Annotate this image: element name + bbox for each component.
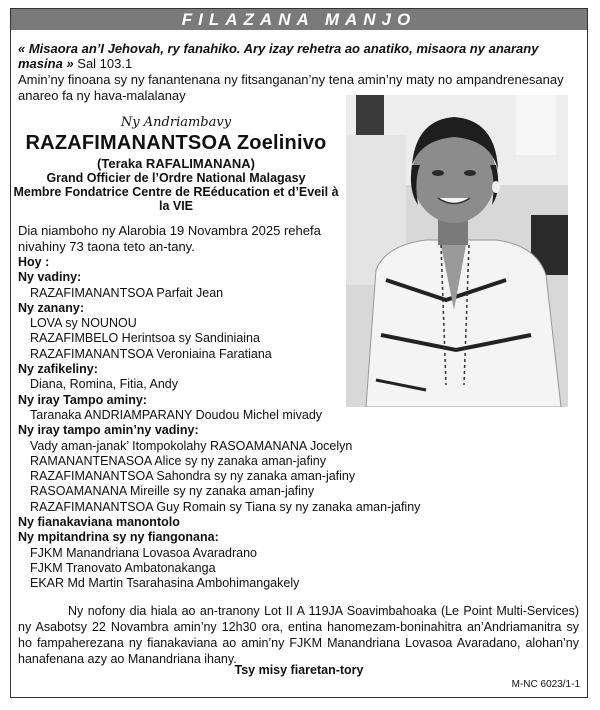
group-heading: Ny iray Tampo aminy: [18, 392, 147, 407]
group-heading: Ny zanany: [18, 300, 84, 315]
intro-text: Amin’ny finoana sy ny fanantenana ny fitsanganan’ny tena amin’ny maty no ampandrenesanay anareo fa ny hava-malalanay [18, 72, 564, 103]
family-member: RASOAMANANA Mireille sy ny zanaka aman-jafiny [30, 484, 315, 499]
group-heading: Ny mpitandrina sy ny fiangonana: [18, 530, 219, 545]
family-member: RAMANANTENASOA Alice sy ny zanaka aman-jafiny [30, 453, 326, 468]
family-member: RAZAFIMANANTSOA Guy Romain sy Tiana sy ny zanaka aman-jafiny [30, 499, 421, 514]
closing-line: Tsy misy fiaretan-tory [234, 663, 364, 677]
family-member: RAZAFIMANANTSOA Parfait Jean [30, 285, 224, 300]
deceased-block [11, 115, 341, 213]
maiden-name: (Teraka RAFALIMANANA) [97, 156, 255, 171]
funeral-details: Ny nofony dia hiala ao an-tranony Lot II A 119JA Soavimbahoaka (Le Point Multi-Services) ny Asabotsy 22 Novambra amin’ny 12h30 ora, entina hanomezam-boninahitra an’Andriamanitra sy ho fampaherezana ny fianakaviana ao amin’ny FJKM Manandriana Lovasoa Avaradano, alohan’ny hanafenana azy ao Manandriana ihany. [18, 604, 579, 666]
notice-frame [10, 8, 588, 698]
honor-title-1: Grand Officier de l’Ordre National Malagasy [46, 171, 306, 185]
group-heading: Ny zafikeliny: [18, 362, 98, 377]
honor-title-2: Membre Fondatrice Centre de REéducation et d’Eveil à la VIE [13, 185, 339, 213]
church-entry: FJKM Tranovato Ambatonakanga [30, 560, 216, 575]
notice-header: FILAZANA MANJO [11, 9, 587, 30]
deceased-name: RAZAFIMANANTSOA Zoelinivo [25, 132, 327, 154]
church-entry: FJKM Manandriana Lovasoa Avaradrano [30, 545, 257, 560]
group-heading: Ny iray tampo amin’ny vadiny: [18, 423, 199, 438]
family-list [18, 255, 578, 592]
family-member: RAZAFIMBELO Herintsoa sy Sandiniaina [30, 331, 260, 346]
quote-reference: Sal 103.1 [77, 56, 133, 71]
death-notice: Dia niamboho ny Alarobia 19 Novambra 2025 rehefa nivahiny 73 taona teto an-tany. [18, 223, 321, 254]
reference-code: M-NC 6023/1-1 [511, 679, 580, 690]
bible-quote [18, 41, 582, 71]
family-member: Vady aman-janak’ Itompokolahy RASOAMANANA Jocelyn [30, 438, 353, 453]
group-heading: Ny fianakaviana manontolo [18, 515, 180, 530]
honorific: Ny Andriambavy [120, 115, 232, 130]
family-member: Taranaka ANDRIAMPARANY Doudou Michel mivady [30, 407, 323, 422]
family-member: LOVA sy NOUNOU [30, 316, 137, 331]
group-heading: Ny vadiny: [18, 270, 82, 285]
church-entry: EKAR Md Martin Tsarahasina Ambohimangakely [30, 576, 300, 591]
family-member: RAZAFIMANANTSOA Veroniaina Faratiana [30, 346, 272, 361]
family-member: Diana, Romina, Fitia, Andy [30, 377, 178, 392]
family-member: RAZAFIMANANTSOA Sahondra sy ny zanaka aman-jafiny [30, 469, 356, 484]
hoy-label: Hoy : [18, 255, 50, 269]
quote-text: « Misaora an’I Jehovah, ry fanahiko. Ary izay rehetra ao anatiko, misaora ny anarany masina » [18, 41, 539, 71]
